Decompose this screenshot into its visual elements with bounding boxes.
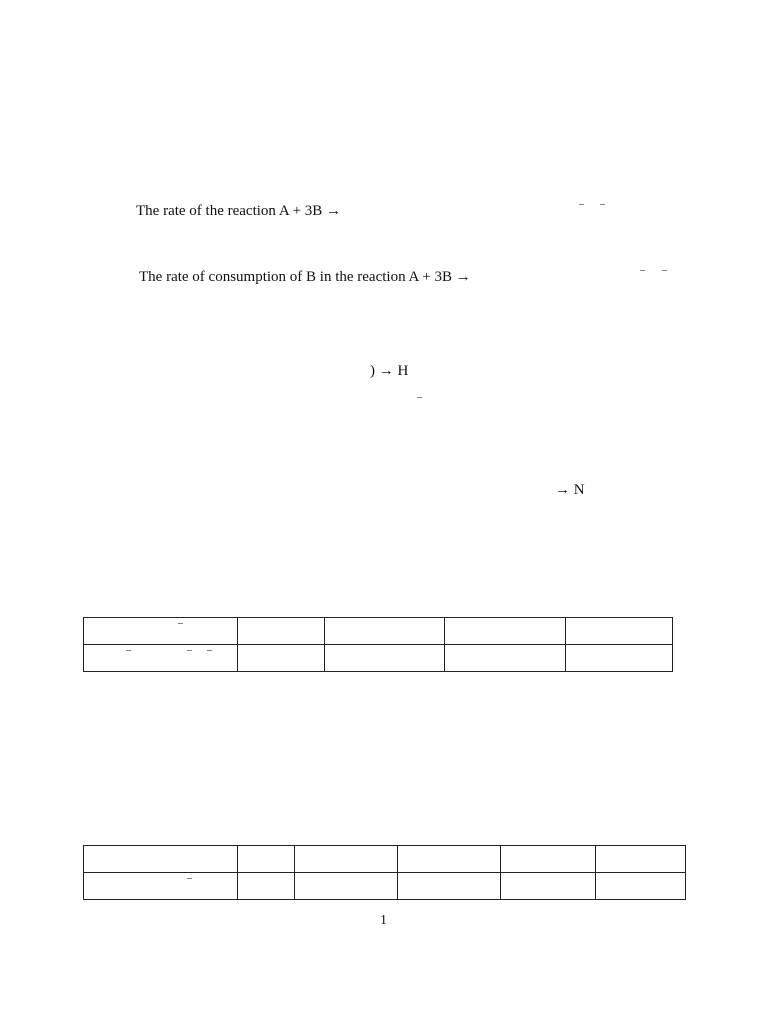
table-cell	[566, 645, 673, 672]
table-cell	[596, 873, 686, 900]
table-cell	[501, 873, 596, 900]
question-2-mark-1: –	[640, 265, 645, 276]
data-table-2	[83, 845, 686, 900]
question-4-fragment: → N	[555, 482, 585, 498]
table-cell	[238, 873, 295, 900]
data-table-1	[83, 617, 673, 672]
table-cell	[325, 645, 445, 672]
question-3-mark: –	[417, 392, 422, 403]
table-cell	[398, 873, 501, 900]
table-cell	[295, 846, 398, 873]
table-cell	[238, 645, 325, 672]
table-cell	[445, 645, 566, 672]
table-cell	[596, 846, 686, 873]
table-cell	[566, 618, 673, 645]
table-cell	[84, 618, 238, 645]
table-row	[84, 846, 686, 873]
question-1-mark-2: –	[600, 199, 605, 210]
table-row	[84, 645, 673, 672]
table-cell	[238, 846, 295, 873]
table-row	[84, 618, 673, 645]
table-row	[84, 873, 686, 900]
table-cell	[295, 873, 398, 900]
question-1-mark-1: –	[579, 199, 584, 210]
question-2-text: The rate of consumption of B in the reaction A + 3B →	[139, 269, 471, 285]
table-cell	[84, 873, 238, 900]
table-cell	[325, 618, 445, 645]
table-cell-mark: –	[126, 645, 131, 656]
table-cell-mark: –	[187, 645, 192, 656]
table-cell	[445, 618, 566, 645]
table-cell-mark: –	[207, 645, 212, 656]
table-cell-mark: –	[187, 873, 192, 884]
table-cell-mark: –	[178, 618, 183, 629]
question-3-fragment: ) → H	[370, 363, 409, 379]
question-1-text: The rate of the reaction A + 3B →	[136, 203, 342, 219]
page-number: 1	[380, 913, 387, 928]
table-cell	[398, 846, 501, 873]
table-cell	[238, 618, 325, 645]
table-cell	[84, 645, 238, 672]
table-cell	[501, 846, 596, 873]
question-2-mark-2: –	[662, 265, 667, 276]
table-cell	[84, 846, 238, 873]
